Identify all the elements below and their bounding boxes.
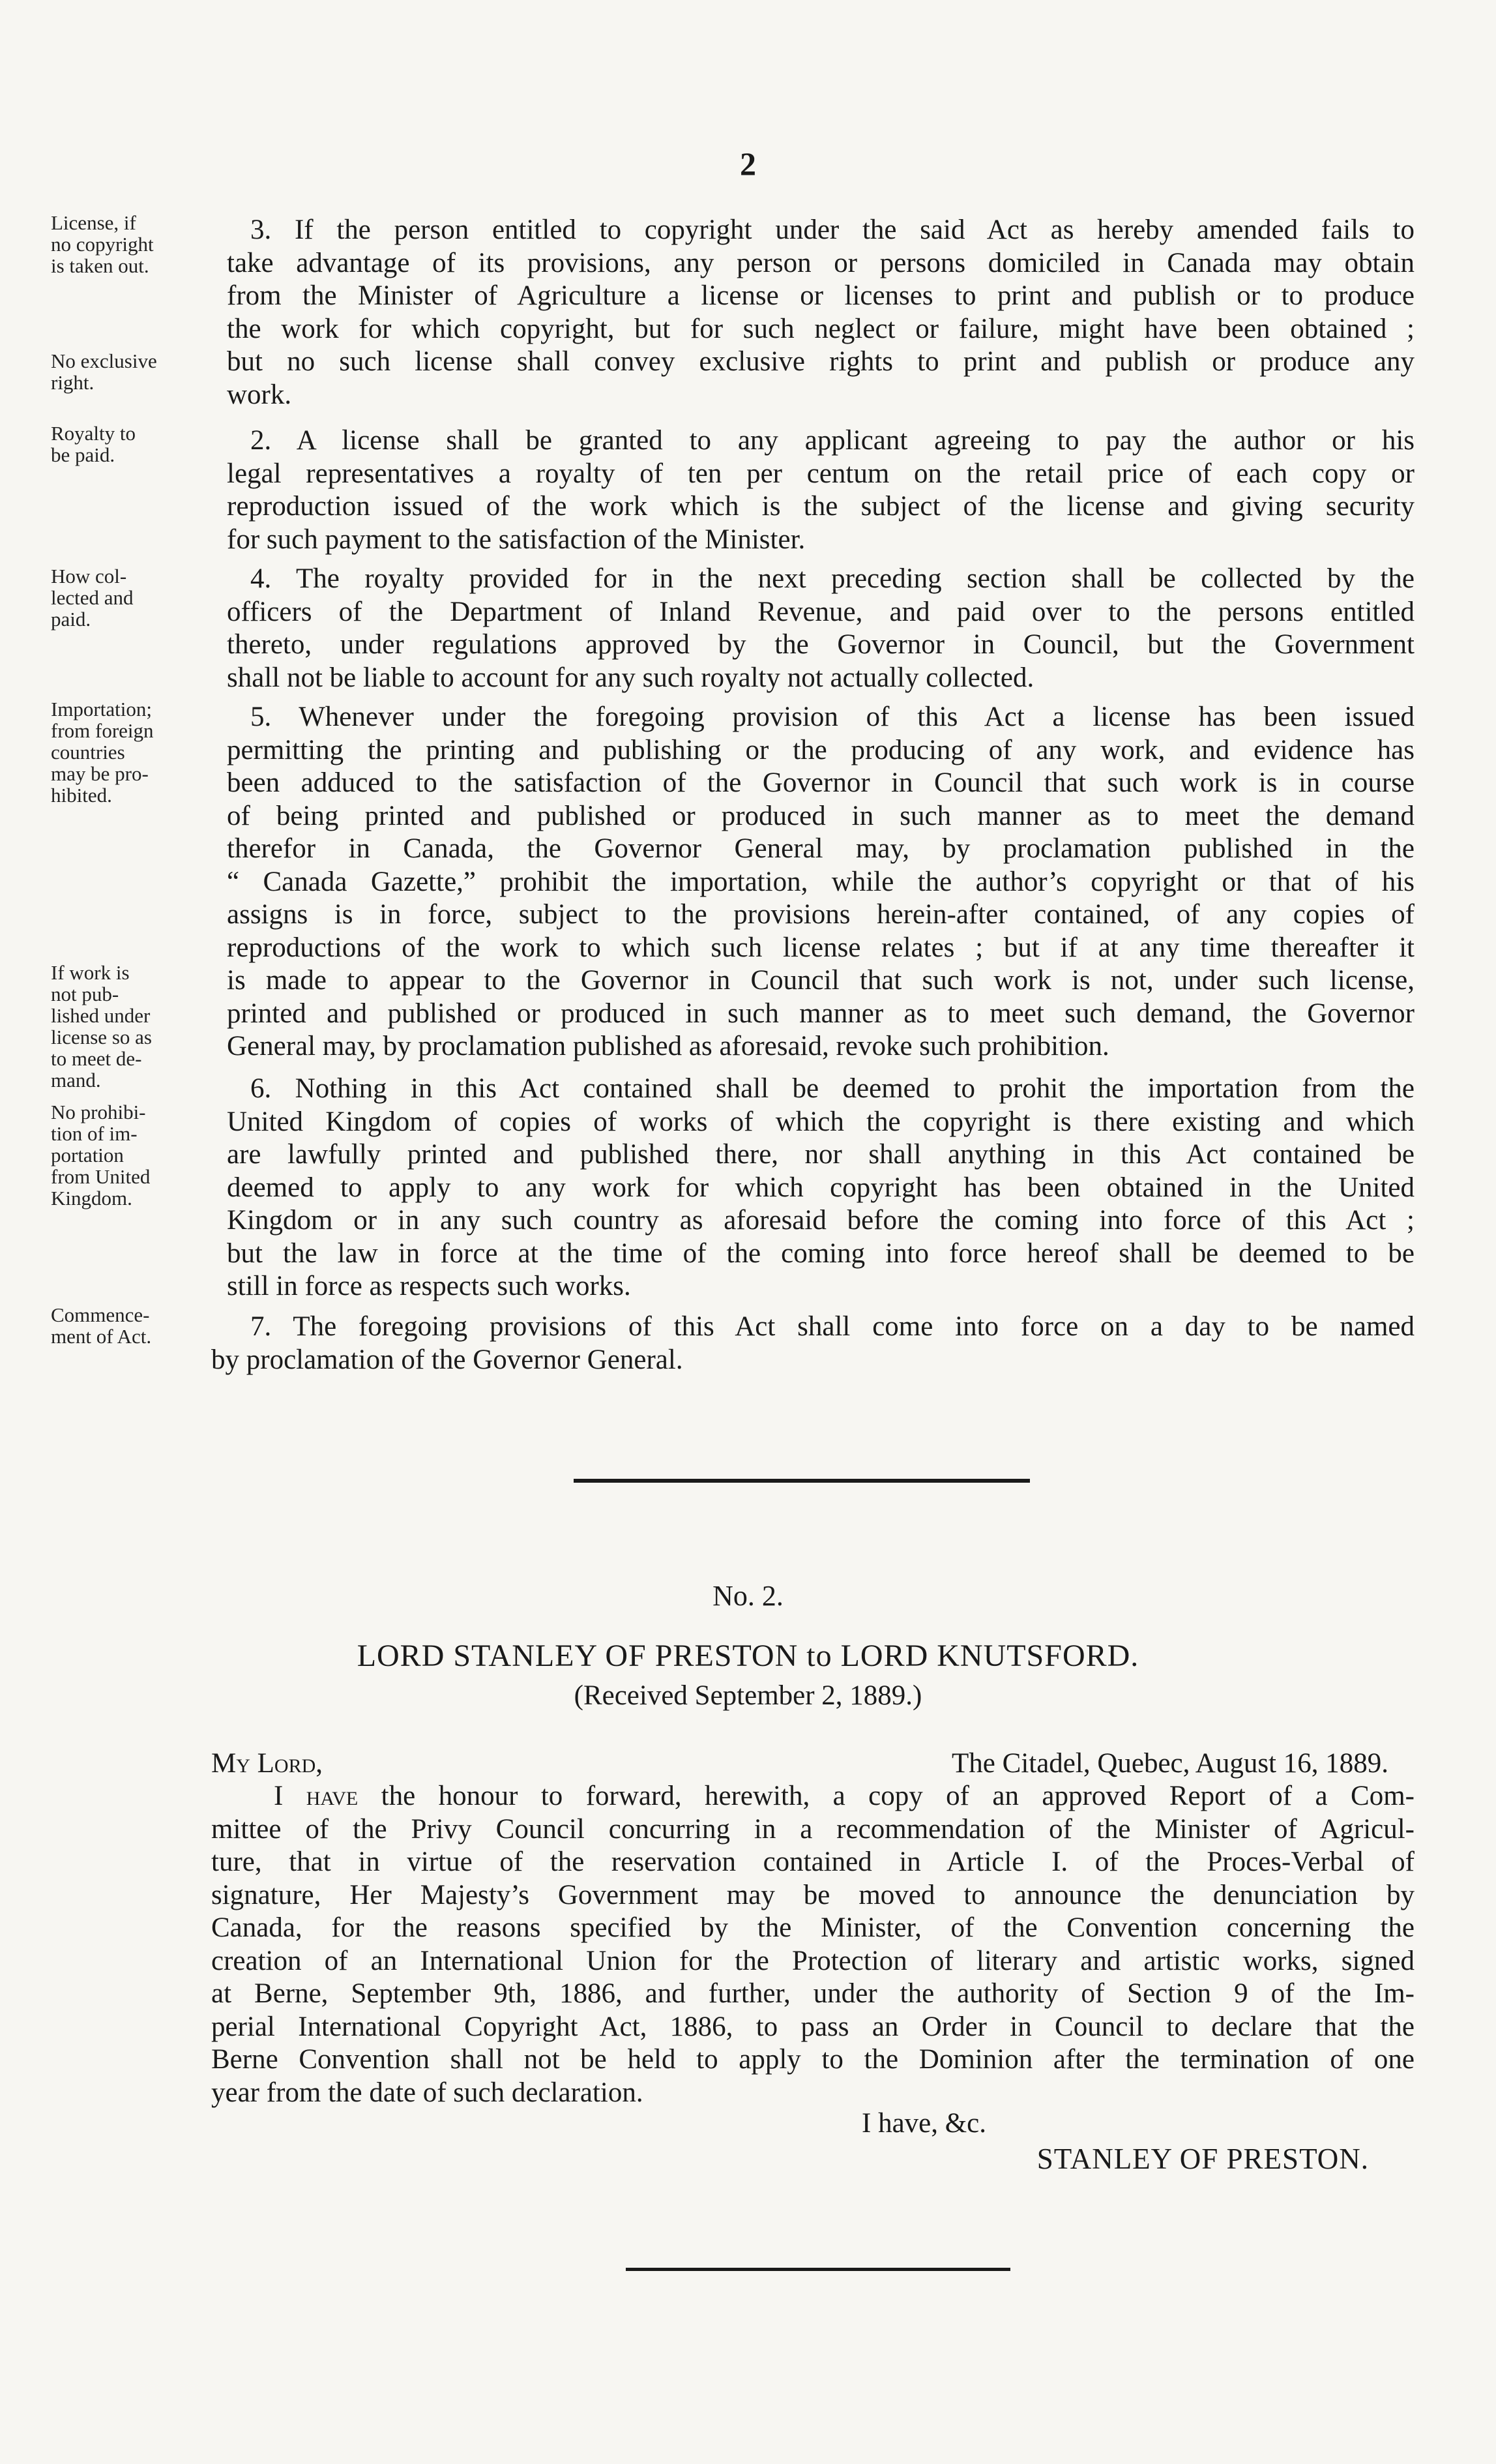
text-line: deemed to apply to any work for which copyright has been obtained in the United [227, 1172, 1415, 1203]
text-line: for such payment to the satisfaction of the Minister. [227, 524, 806, 555]
text-line: therefor in Canada, the Governor General may, by proclamation published in the [227, 833, 1415, 864]
section-6 [227, 1073, 1415, 1303]
document-number: No. 2. [712, 1580, 784, 1612]
text-line: 6. Nothing in this Act contained shall be deemed to prohit the importation from the [250, 1073, 1415, 1104]
page-number: 2 [740, 145, 756, 182]
document-title: LORD STANLEY OF PRESTON to LORD KNUTSFORD. [357, 1639, 1139, 1673]
text-line: “ Canada Gazette,” prohibit the importation, while the author’s copyright or that of his [227, 866, 1415, 897]
received-date: (Received September 2, 1889.) [574, 1680, 922, 1711]
section-4 [227, 563, 1415, 694]
text-line: creation of an International Union for the Protection of literary and artistic works, signed [211, 1945, 1415, 1976]
text-line: but the law in force at the time of the coming into force hereof shall be deemed to be [227, 1238, 1415, 1269]
text-line: at Berne, September 9th, 1886, and further, under the authority of Section 9 of the Im- [211, 1978, 1415, 2009]
margin-note-license: License, if no copyright is taken out. [51, 211, 154, 277]
text-line: of being printed and published or produced in such manner as to meet the demand [227, 800, 1415, 831]
letter-salutation: My Lord, [211, 1748, 323, 1779]
text-line: 3. If the person entitled to copyright under the said Act as hereby amended fails to [250, 215, 1415, 245]
text-line: reproduction issued of the work which is the subject of the license and giving security [227, 491, 1415, 522]
margin-note-how-collected: How col- lected and paid. [51, 565, 134, 631]
text-line: 2. A license shall be granted to any applicant agreeing to pay the author or his [250, 425, 1415, 456]
text-line: perial International Copyright Act, 1886, to pass an Order in Council to declare that the [211, 2011, 1415, 2042]
text-line: Canada, for the reasons specified by the Minister, of the Convention concerning the [211, 1912, 1415, 1943]
text-line: year from the date of such declaration. [211, 2077, 643, 2108]
text-line: General may, by proclamation published as aforesaid, revoke such prohibition. [227, 1031, 1109, 1061]
letter-signature: STANLEY OF PRESTON. [1036, 2143, 1369, 2175]
text-line: signature, Her Majesty’s Government may be moved to announce the denunciation by [211, 1879, 1415, 1910]
section-5 [227, 701, 1415, 1063]
text-line: are lawfully printed and published there, nor shall anything in this Act contained be [227, 1139, 1415, 1170]
letter-closing: I have, &c. [862, 2108, 987, 2139]
text-line: Kingdom or in any such country as aforesaid before the coming into force of this Act ; [227, 1205, 1415, 1236]
text-line: officers of the Department of Inland Revenue, and paid over to the persons entitled [227, 596, 1415, 627]
text-line: I have the honour to forward, herewith, a copy of an approved Report of a Com- [274, 1781, 1415, 1811]
text-line: take advantage of its provisions, any person or persons domiciled in Canada may obtain [227, 247, 1415, 278]
text-line: printed and published or produced in such manner as to meet such demand, the Governor [227, 998, 1415, 1029]
text-line: 7. The foregoing provisions of this Act shall come into force on a day to be named [250, 1311, 1415, 1342]
text-line: reproductions of the work to which such license relates ; but if at any time thereafter it [227, 932, 1415, 963]
text-line: legal representatives a royalty of ten per centum on the retail price of each copy or [227, 458, 1415, 489]
text-line: the work for which copyright, but for such neglect or failure, might have been obtained ; [227, 313, 1415, 344]
letter-dateline: The Citadel, Quebec, August 16, 1889. [952, 1748, 1388, 1779]
margin-note-commencement: Commence- ment of Act. [51, 1303, 152, 1348]
text-line: Berne Convention shall not be held to apply to the Dominion after the termination of one [211, 2044, 1415, 2075]
text-line: permitting the printing and publishing or the producing of any work, and evidence has [227, 734, 1415, 765]
text-line: from the Minister of Agriculture a license or licenses to print and publish or to produce [227, 280, 1415, 311]
margin-note-no-prohibition: No prohibi- tion of im- portation from United Kingdom. [51, 1101, 151, 1210]
text-line: by proclamation of the Governor General. [211, 1344, 683, 1375]
section-divider-rule [574, 1479, 1030, 1483]
text-line: ture, that in virtue of the reservation contained in Article I. of the Proces-Verbal of [211, 1847, 1415, 1877]
margin-note-no-exclusive-right: No exclusive right. [51, 349, 157, 394]
text-line: is made to appear to the Governor in Council that such work is not, under such license, [227, 965, 1415, 996]
text-line: shall not be liable to account for any such royalty not actually collected. [227, 662, 1034, 693]
text-line: work. [227, 379, 292, 410]
text-line: been adduced to the satisfaction of the Governor in Council that such work is in course [227, 767, 1415, 798]
text-line: but no such license shall convey exclusive rights to print and publish or produce any [227, 346, 1415, 377]
margin-note-importation: Importation; from foreign countries may be pro- hibited. [51, 698, 154, 807]
text-line: thereto, under regulations approved by the Governor in Council, but the Government [227, 629, 1415, 660]
text-line: 4. The royalty provided for in the next preceding section shall be collected by the [250, 563, 1415, 594]
section-2 [227, 424, 1415, 556]
section-3 [227, 214, 1415, 411]
text-line: United Kingdom of copies of works of which the copyright is there existing and which [227, 1106, 1415, 1137]
end-rule [626, 2268, 1010, 2271]
letter-body [211, 1780, 1415, 2109]
text-line: 5. Whenever under the foregoing provision of this Act a license has been issued [250, 702, 1415, 732]
text-line: still in force as respects such works. [227, 1271, 631, 1301]
margin-note-work-not-published: If work is not pub- lished under license so as to meet de- mand. [51, 961, 152, 1091]
text-line: assigns is in force, subject to the provisions herein-after contained, of any copies of [227, 899, 1415, 930]
text-line: mittee of the Privy Council concurring in a recommendation of the Minister of Agricul- [211, 1813, 1415, 1845]
margin-note-royalty: Royalty to be paid. [51, 422, 136, 466]
section-7 [211, 1311, 1415, 1376]
